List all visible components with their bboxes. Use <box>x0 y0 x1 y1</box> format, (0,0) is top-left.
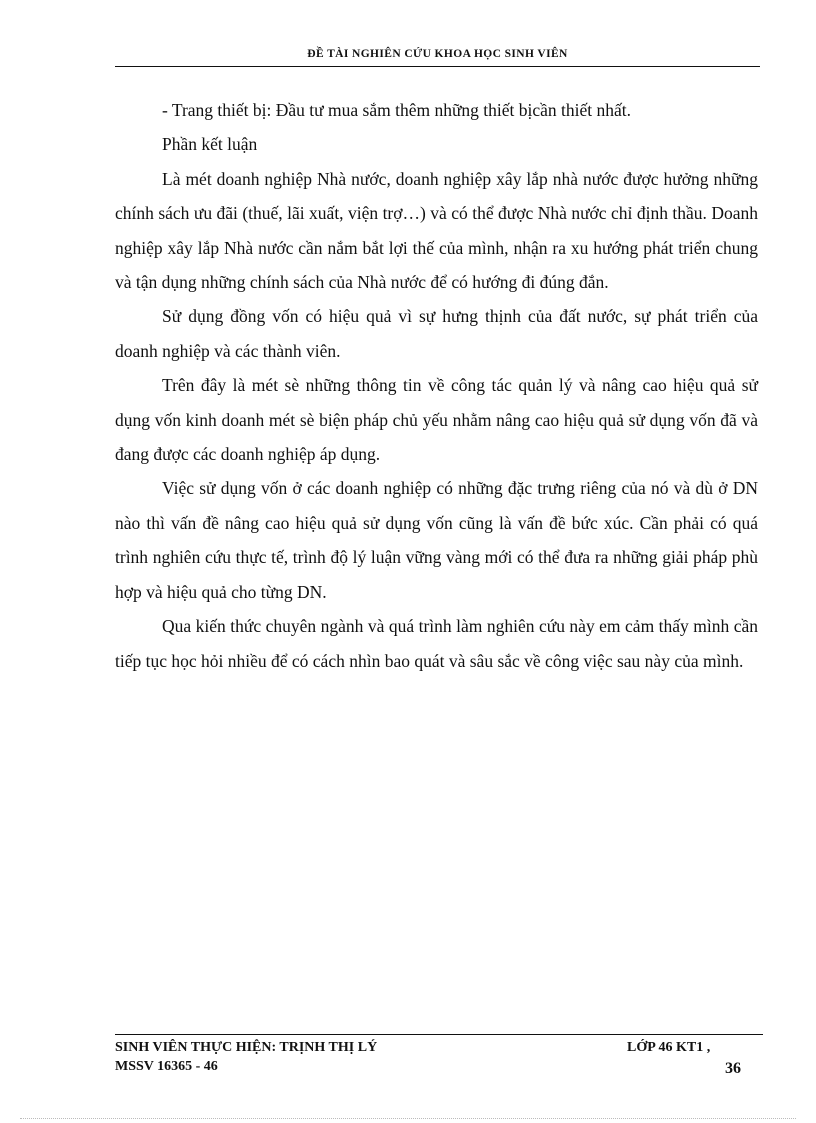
page-footer <box>115 1039 763 1077</box>
paragraph: Là mét doanh nghiệp Nhà nước, doanh nghiệp xây lắp nhà nước được hưởng những chính sách ưu đãi (thuế, lãi xuất, viện trợ…) và có thể được Nhà nước chỉ định thầu. Doanh nghiệp xây lắp Nhà nước cần nắm bắt lợi thế của mình, nhận ra xu hướng phát triển chung và tận dụng những chính sách của Nhà nước để có hướng đi đúng đắn. <box>115 168 758 293</box>
paragraph: Trên đây là mét sè những thông tin về công tác quản lý và nâng cao hiệu quả sử dụng vốn kinh doanh mét sè biện pháp chủ yếu nhằm nâng cao hiệu quả sử dụng vốn đã và đang được các doanh nghiệp áp dụng. <box>115 375 758 465</box>
footer-student-name: SINH VIÊN THỰC HIỆN: TRỊNH THỊ LÝ <box>115 1040 378 1055</box>
footer-class: LỚP 46 KT1 , <box>627 1040 711 1055</box>
paragraph: Qua kiến thức chuyên ngành và quá trình làm nghiên cứu này em cảm thấy mình cần tiếp tục học hỏi nhiều để có cách nhìn bao quát và sâu sắc về công việc sau này của mình. <box>115 616 758 671</box>
page-bottom-dotted-line <box>20 1118 796 1119</box>
footer-student-id: MSSV 16365 - 46 <box>115 1059 218 1074</box>
header-divider <box>115 66 760 67</box>
paragraph-equipment: - Trang thiết bị: Đầu tư mua sắm thêm những thiết bịcần thiết nhất. <box>162 100 632 120</box>
paragraph: Việc sử dụng vốn ở các doanh nghiệp có những đặc trưng riêng của nó và dù ở DN nào thì vấn đề nâng cao hiệu quả sử dụng vốn cũng là vấn đề bức xúc. Cần phải có quá trình nghiên cứu thực tế, trình độ lý luận vững vàng mới có thể đưa ra những giải pháp phù hợp và hiệu quả cho từng DN. <box>115 478 758 602</box>
document-body <box>115 93 758 678</box>
section-heading-conclusion: Phần kết luận <box>162 134 258 155</box>
paragraph: Sử dụng đồng vốn có hiệu quả vì sự hưng thịnh của đất nước, sự phát triển của doanh nghiệp và các thành viên. <box>115 306 758 361</box>
footer-divider <box>115 1034 763 1035</box>
page-number: 36 <box>725 1060 741 1077</box>
running-header-title: ĐỀ TÀI NGHIÊN CỨU KHOA HỌC SINH VIÊN <box>307 48 568 60</box>
